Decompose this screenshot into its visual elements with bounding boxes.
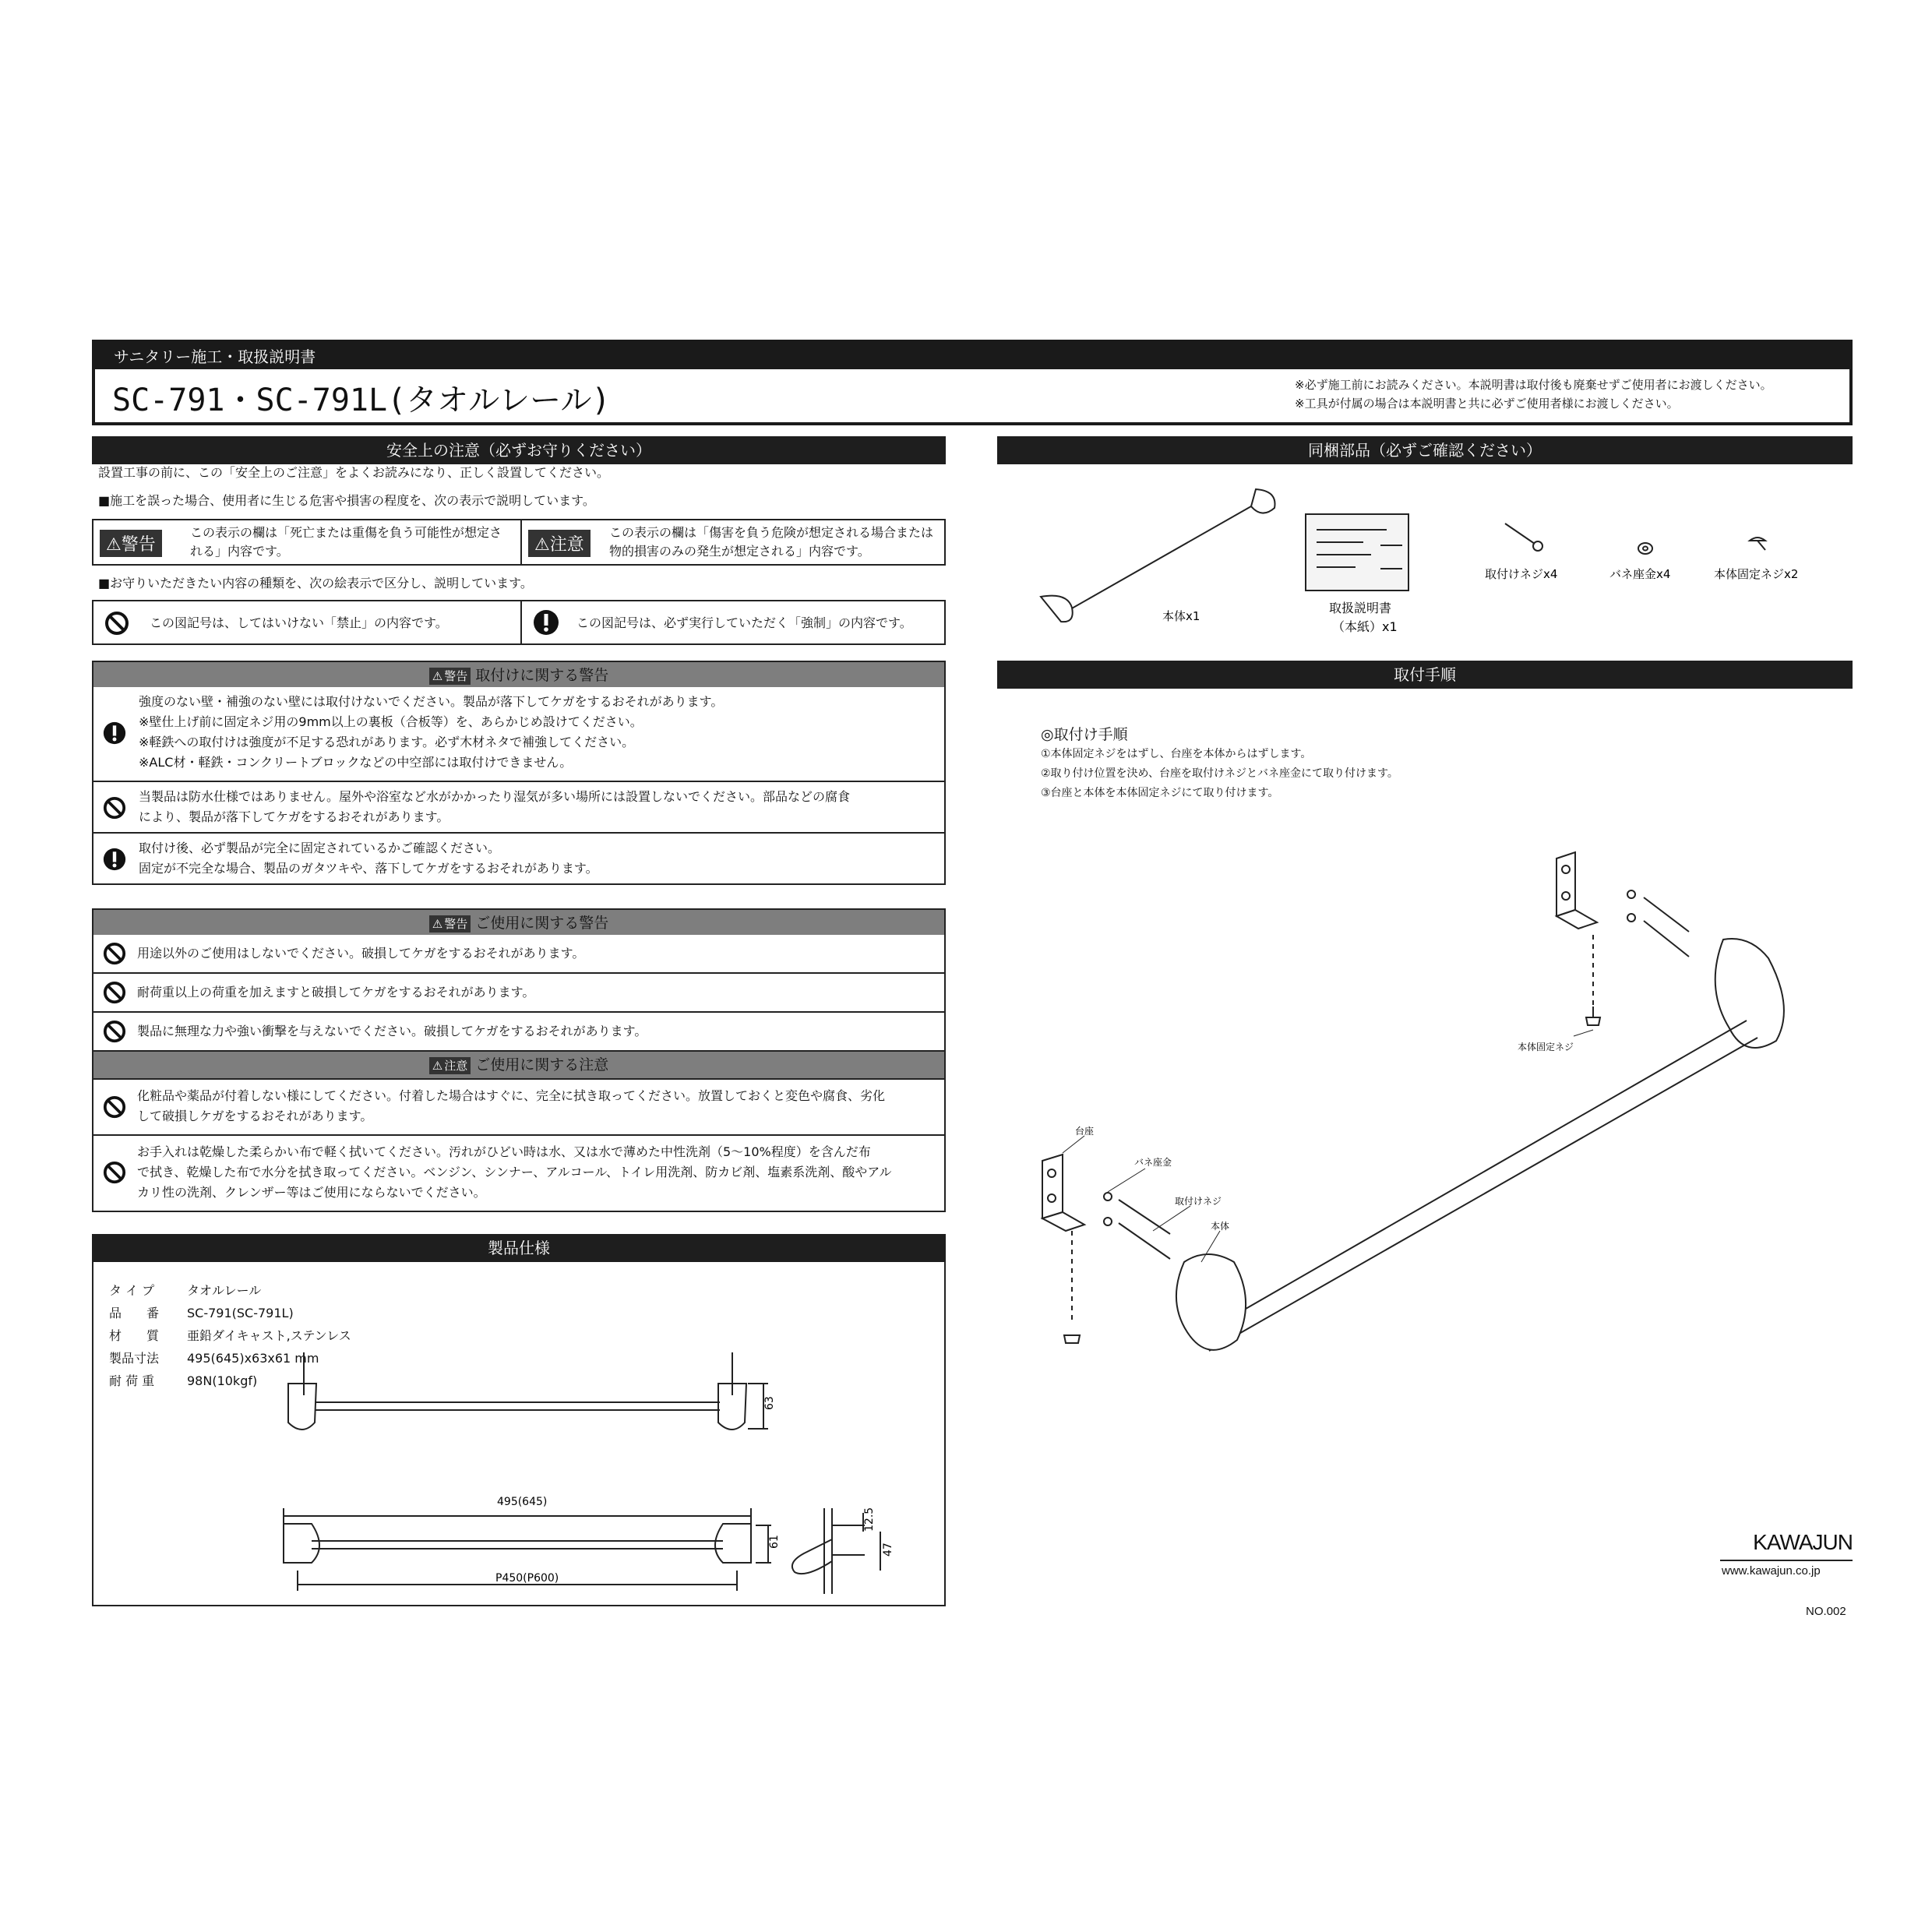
diagram-label-screw: 取付けネジ: [1175, 1196, 1222, 1207]
dim-length: 495(645): [497, 1496, 548, 1508]
use-warning-item-2: 耐荷重以上の荷重を加えますと破損してケガをするおそれがあります。: [92, 974, 946, 1013]
prohibit-icon: [103, 942, 126, 965]
doc-type: サニタリー施工・取扱説明書: [114, 347, 316, 366]
prohibit-desc: この図記号は、してはいけない「禁止」の内容です。: [150, 615, 448, 630]
safety-header: 安全上の注意（必ずお守りください）: [92, 436, 946, 464]
legend-severity: [92, 519, 946, 566]
prohibit-icon: [103, 1095, 126, 1119]
prohibit-icon: [103, 796, 126, 820]
dim-d1: 12.5: [863, 1507, 876, 1532]
parts-screw-label: 取付けネジx4: [1485, 567, 1558, 581]
mandatory-icon: [103, 721, 126, 745]
install-warning-header: ⚠ 警告 取付けに関する警告: [92, 661, 946, 687]
spec-row-load: 耐 荷 重 98N(10kgf): [109, 1373, 258, 1388]
mandatory-desc: この図記号は、必ず実行していただく「強制」の内容です。: [576, 615, 912, 630]
dim-depth: 61: [768, 1535, 781, 1549]
spec-header: 製品仕様: [92, 1234, 946, 1262]
spec-row-size: 製品寸法 495(645)x63x61 mm: [109, 1351, 319, 1366]
header-note-1: ※必ず施工前にお読みください。本説明書は取付後も廃棄せずご使用者にお渡しください。: [1295, 378, 1772, 392]
use-caution-item-2: お手入れは乾燥した柔らかい布で軽く拭いてください。汚れがひどい時は水、又は水で薄めた中性洗剤（5〜10%程度）を含んだ布 で拭き、乾燥した布で水分を拭き取ってください。ベンジン、シンナー、アルコール、トイレ用洗剤、防カビ剤、塩素系洗剤、酸やアル カリ性の洗剤、クレンザー等はご使用にならないでください。: [92, 1136, 946, 1212]
use-caution-header: ⚠ 注意 ご使用に関する注意: [92, 1052, 946, 1078]
installation-diagram: [997, 826, 1853, 1371]
procedure-step-3: ③台座と本体を本体固定ネジにて取り付けます。: [1041, 787, 1279, 799]
spec-row-type: タ イ プ タオルレール: [109, 1283, 262, 1298]
header-bar: [92, 340, 1853, 369]
doc-number: NO.002: [1806, 1605, 1846, 1618]
warning-desc: この表示の欄は「死亡または重傷を負う可能性が想定される」内容です。: [190, 525, 502, 559]
use-warning-item-1: 用途以外のご使用はしないでください。破損してケガをするおそれがあります。: [92, 935, 946, 974]
safety-lead-2: ■お守りいただきたい内容の種類を、次の絵表示で区分し、説明しています。: [98, 576, 533, 591]
procedure-step-2: ②取り付け位置を決め、台座を取付けネジとバネ座金にて取り付けます。: [1041, 767, 1398, 780]
parts-washer-label: バネ座金x4: [1609, 567, 1671, 581]
dimension-drawing: [93, 1236, 944, 1605]
spec-row-material: 材 質 亜鉛ダイキャスト,ステンレス: [109, 1328, 351, 1343]
install-warning-item-1: 強度のない壁・補強のない壁には取付けないでください。製品が落下してケガをするおそれがあります。 ※壁仕上げ前に固定ネジ用の9mm以上の裏板（合板等）を、あらかじめ設けてください。 ※軽鉄への取付けは強度が不足する恐れがあります。必ず木材ネタで補強してください。 ※ALC材・軽鉄・コンクリートブロックなどの中空部には取付けできません。: [92, 687, 946, 782]
diagram-label-body: 本体: [1211, 1221, 1230, 1232]
parts-fixscrew-label: 本体固定ネジx2: [1714, 567, 1799, 581]
footer-url: www.kawajun.co.jp: [1722, 1564, 1821, 1578]
prohibit-icon: [104, 611, 129, 636]
diagram-label-base: 台座: [1075, 1126, 1095, 1137]
brand-logo: KAWAJUN: [1720, 1528, 1853, 1561]
prohibit-icon: [103, 1020, 126, 1043]
diagram-label-washer: バネ座金: [1134, 1157, 1172, 1168]
parts-header: 同梱部品（必ずご確認ください）: [997, 436, 1853, 464]
mandatory-icon: [103, 848, 126, 871]
prohibit-icon: [103, 1161, 126, 1184]
safety-intro: 設置工事の前に、この「安全上のご注意」をよくお読みになり、正しく設置してください。: [98, 465, 610, 480]
use-caution-item-1: 化粧品や薬品が付着しない様にしてください。付着した場合はすぐに、完全に拭き取ってください。放置しておくと変色や腐食、劣化 して破損しケガをするおそれがあります。: [92, 1078, 946, 1136]
diagram-label-fix-screw: 本体固定ネジ: [1518, 1042, 1574, 1052]
parts-manual-label-1: 取扱説明書: [1329, 601, 1392, 615]
dim-d2: 47: [882, 1542, 894, 1557]
install-warning-item-2: 当製品は防水仕様ではありません。屋外や浴室など水がかかったり湿気が多い場所には設置しないでください。部品などの腐食 により、製品が落下してケガをするおそれがあります。: [92, 782, 946, 834]
procedure-step-1: ①本体固定ネジをはずし、台座を本体からはずします。: [1041, 748, 1312, 760]
use-warning-item-3: 製品に無理な力や強い衝撃を与えないでください。破損してケガをするおそれがあります。: [92, 1013, 946, 1052]
safety-lead-1: ■施工を誤った場合、使用者に生じる危害や損害の程度を、次の表示で説明しています。: [98, 493, 595, 508]
spec-row-model: 品 番 SC-791(SC-791L): [109, 1306, 294, 1320]
install-warning-item-3: 取付け後、必ず製品が完全に固定されているかご確認ください。 固定が不完全な場合、製品のガタツキや、落下してケガをするおそれがあります。: [92, 834, 946, 885]
dim-height: 63: [763, 1396, 776, 1410]
dim-pitch: P450(P600): [495, 1572, 559, 1585]
parts-illustrations: [997, 467, 1853, 647]
prohibit-icon: [103, 981, 126, 1004]
procedure-heading: ◎取付け手順: [1041, 726, 1128, 743]
legend-symbols: [92, 600, 946, 645]
use-warning-header: ⚠ 警告 ご使用に関する警告: [92, 908, 946, 935]
header-note-2: ※工具が付属の場合は本説明書と共に必ずご使用者様にお渡しください。: [1295, 397, 1679, 411]
parts-body-label: 本体x1: [1162, 609, 1200, 623]
caution-desc: この表示の欄は「傷害を負う危険が想定される場合または物的損害のみの発生が想定される」内容です。: [609, 525, 934, 559]
spec-panel: [92, 1234, 946, 1606]
procedure-header: 取付手順: [997, 661, 1853, 689]
mandatory-icon: [533, 609, 559, 636]
caution-label: ⚠注意: [528, 530, 591, 557]
procedure-steps: [1041, 745, 1398, 803]
title-box: [92, 369, 1853, 425]
page-title: SC-791・SC-791L(タオルレール): [112, 383, 611, 418]
parts-manual-label-2: （本紙）x1: [1332, 619, 1398, 634]
warning-label: ⚠警告: [100, 530, 162, 557]
